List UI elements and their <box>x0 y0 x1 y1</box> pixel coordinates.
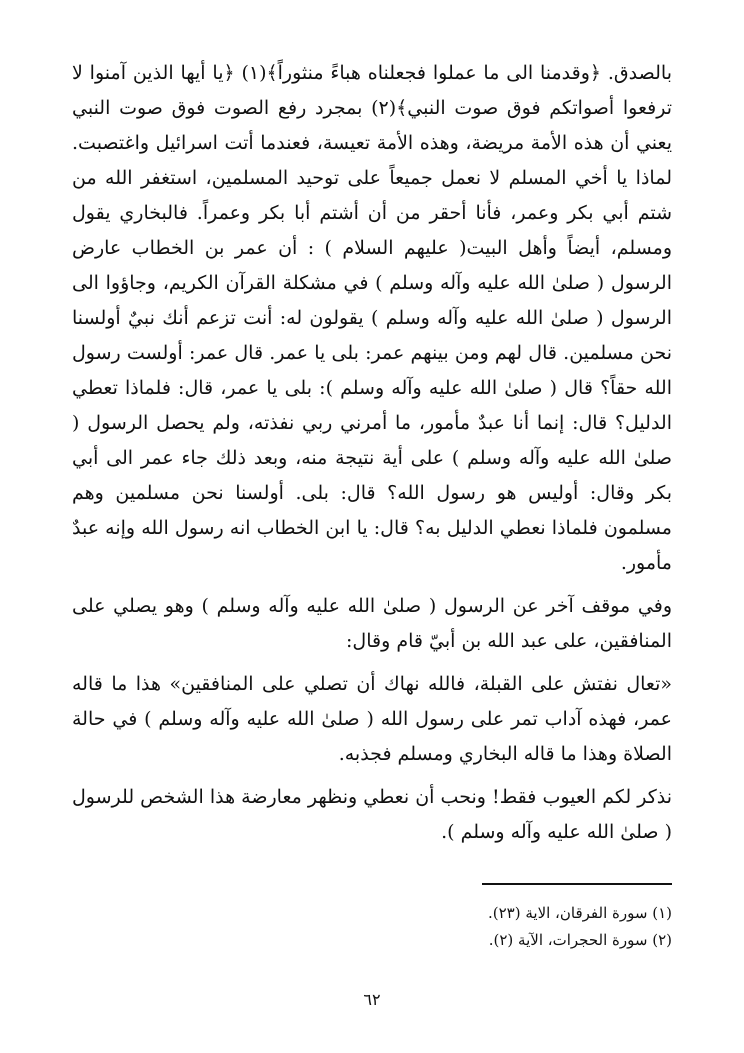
footnote: (١) سورة الفرقان، الاية (٢٣). <box>487 904 672 922</box>
body-paragraph: وفي موقف آخر عن الرسول ( صلىٰ الله عليه وآله وسلم ) وهو يصلي على المنافقين، على عبد الله بن أبيّ قام وقال: <box>72 595 672 652</box>
book-page <box>72 56 672 1009</box>
footnote: (٢) سورة الحجرات، الآية (٢). <box>488 931 672 949</box>
body-paragraph: بالصدق. ﴿وقدمنا الى ما عملوا فجعلناه هباءً منثوراً﴾(١) ﴿يا أيها الذين آمنوا لا ترفعوا أصواتكم فوق صوت النبي﴾(٢) بمجرد رفع الصوت فوق صوت النبي يعني أن هذه الأمة مريضة، وهذه الأمة تعيسة، فعندما أتت اسرائيل واغتصبت. لماذا يا أخي المسلم لا نعمل جميعاً على توحيد المسلمين، استغفر الله من شتم أبي بكر وعمر، فأنا أحقر من أن أشتم أبا بكر وعمراً. فالبخاري يقول ومسلم، أيضاً وأهل البيت( عليهم السلام ) : أن عمر بن الخطاب عارض الرسول ( صلىٰ الله عليه وآله وسلم ) في مشكلة القرآن الكريم، وجاؤوا الى الرسول ( صلىٰ الله عليه وآله وسلم ) يقولون له: أنت تزعم أنك نبيٌ أولسنا نحن مسلمين. قال لهم ومن بينهم عمر: بلى يا عمر. قال عمر: أولست رسول الله حقاً؟ قال ( صلىٰ الله عليه وآله وسلم ): بلى يا عمر، قال: فلماذا تعطي الدليل؟ قال: إنما أنا عبدٌ مأمور، ما أمرني ربي نفذته، ولم يحصل الرسول ( صلىٰ الله عليه وآله وسلم ) على أية نتيجة منه، وبعد ذلك جاء عمر الى أبي بكر وقال: أوليس هو رسول الله؟ قال: بلى. أولسنا نحن مسلمين وهم مسلمون فلماذا نعطي الدليل به؟ قال: يا ابن الخطاب انه رسول الله وإنه عبدٌ مأمور. <box>72 62 672 574</box>
body-paragraph: «تعال نفتش على القبلة، فالله نهاك أن تصلي على المنافقين» هذا ما قاله عمر، فهذه آداب تمر على رسول الله ( صلىٰ الله عليه وآله وسلم ) في حالة الصلاة وهذا ما قاله البخاري ومسلم فجذبه. <box>72 673 672 765</box>
page-number: ٦٢ <box>363 990 381 1009</box>
body-paragraph: نذكر لكم العيوب فقط! ونحب أن نعطي ونظهر معارضة هذا الشخص للرسول ( صلىٰ الله عليه وآله وسلم ). <box>72 786 672 843</box>
footnotes <box>72 900 672 954</box>
footnote-divider <box>482 883 672 885</box>
